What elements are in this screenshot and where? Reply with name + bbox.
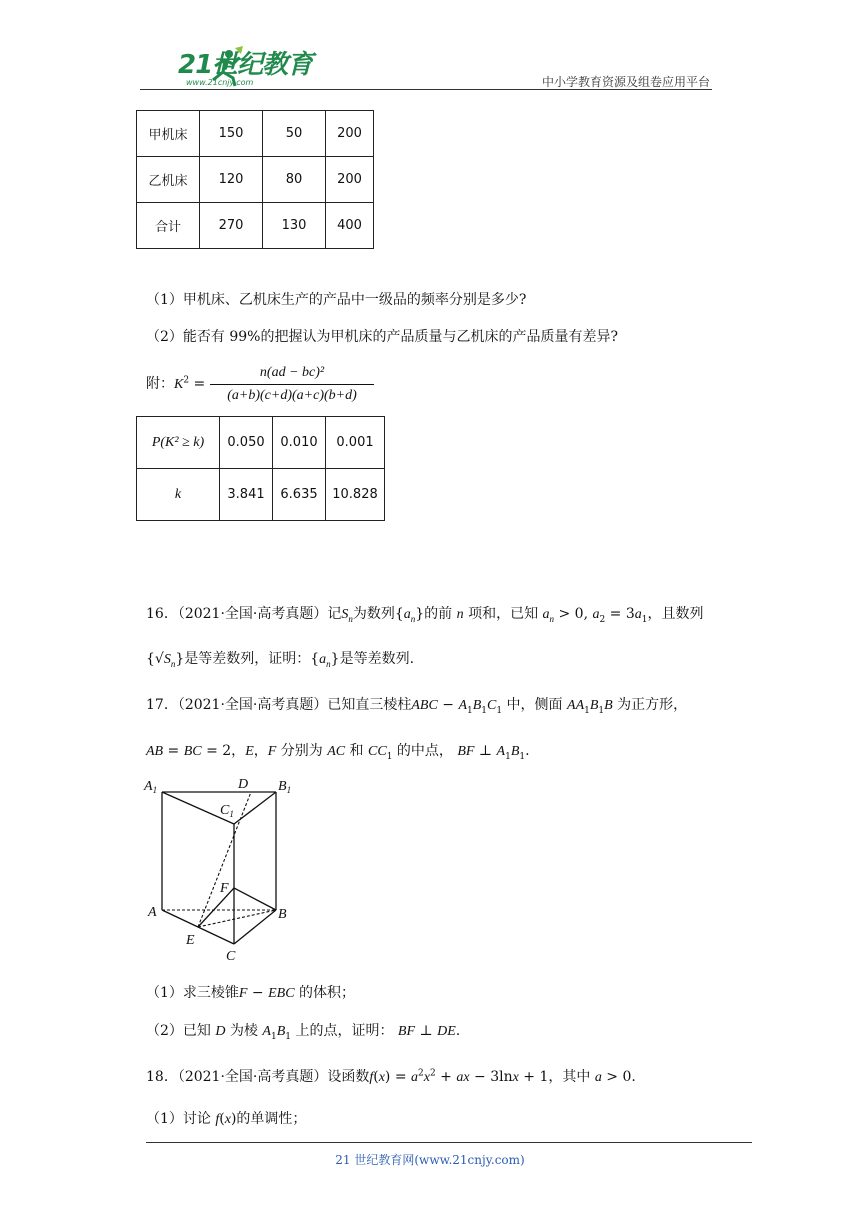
- table-cell: 10.828: [326, 469, 385, 521]
- svg-text:C1: $C_1$: [220, 803, 234, 819]
- svg-text:D: D: [238, 777, 249, 792]
- q17-part1: （1）求三棱锥F − EBC 的体积；: [146, 985, 356, 1001]
- table-row: [137, 157, 374, 203]
- header-divider: [140, 89, 712, 90]
- table-row: [137, 469, 385, 521]
- q17-line1: 17．（2021·全国·高考真题）已知直三棱柱ABC − $A_1B_1C_1$ 中，侧面 $AA_1B_1B$ 为正方形，: [146, 697, 688, 716]
- footer-divider: [146, 1142, 752, 1143]
- table-cell: P(K² ≥ k): [137, 417, 220, 469]
- q17-part2: （2）已知 D 为棱 $A_1B_1$ 上的点，证明： BF ⊥ DE.: [146, 1023, 461, 1042]
- q15-part2: （2）能否有 99%的把握认为甲机床的产品质量与乙机床的产品质量有差异?: [146, 329, 618, 345]
- platform-title: 中小学教育资源及组卷应用平台: [541, 75, 710, 89]
- table-row: [137, 111, 374, 157]
- table-cell: 3.841: [220, 469, 273, 521]
- critical-value-table: [136, 416, 385, 521]
- q16-line2-end: 是等差数列.: [339, 651, 415, 667]
- q17-p2-mid: 为棱: [229, 1023, 258, 1039]
- svg-text:B: B: [278, 907, 287, 922]
- q18-p1-end: 的单调性；: [236, 1111, 307, 1127]
- table-cell: k: [137, 469, 220, 521]
- k2-formula: [210, 365, 374, 404]
- contingency-table: [136, 110, 374, 249]
- q17-p2-end: 上的点，证明：: [295, 1023, 394, 1039]
- table-cell: 200: [326, 111, 374, 157]
- prism-figure: [140, 770, 300, 966]
- formula-denominator: (a+b)(c+d)(a+c)(b+d): [227, 388, 357, 403]
- q16-line1: 16．（2021·全国·高考真题）记$S_n$为数列$\{a_n\}$的前 n 项和，已知 $a_n > 0$, $a_2 = 3a_1$，且数列: [146, 606, 704, 625]
- table-cell: 合计: [137, 203, 200, 249]
- table-cell: 80: [263, 157, 326, 203]
- svg-text:C: C: [226, 949, 236, 964]
- table-cell: 130: [263, 203, 326, 249]
- logo-url: www.21cnjy.com: [186, 78, 254, 87]
- svg-text:A: A: [148, 905, 157, 920]
- table-cell: 6.635: [273, 469, 326, 521]
- table-cell: 0.001: [326, 417, 385, 469]
- table-cell: 50: [263, 111, 326, 157]
- appendix-label: 附：: [146, 376, 174, 392]
- q18-prefix: 18．（2021·全国·高考真题）设函数: [146, 1069, 370, 1085]
- table-cell: 270: [200, 203, 263, 249]
- table-cell: 乙机床: [137, 157, 200, 203]
- formula-numerator: n(ad − bc)²: [210, 365, 374, 385]
- q17-p1-end: 的体积；: [299, 985, 356, 1001]
- table-cell: 200: [326, 157, 374, 203]
- table-row: [137, 417, 385, 469]
- table-cell: 甲机床: [137, 111, 200, 157]
- svg-text:A1: $A_1$: [144, 779, 158, 795]
- q18-p1-prefix: （1）讨论: [146, 1111, 211, 1127]
- table-cell: 0.010: [273, 417, 326, 469]
- svg-text:F: F: [220, 881, 229, 896]
- q18-part1: （1）讨论 f(x)的单调性；: [146, 1111, 307, 1127]
- q17-p1-prefix: （1）求三棱锥: [146, 985, 239, 1001]
- footer-text: 21 世纪教育网(www.21cnjy.com): [335, 1153, 525, 1167]
- table-cell: 400: [326, 203, 374, 249]
- q17-p2-prefix: （2）已知: [146, 1023, 211, 1039]
- q16-line2: $\{√S_n\}$是等差数列，证明：$\{a_n\}$是等差数列.: [146, 651, 415, 669]
- table-cell: 120: [200, 157, 263, 203]
- q16-prefix: 16．（2021·全国·高考真题）记: [146, 606, 342, 622]
- q18-line1: 18．（2021·全国·高考真题）设函数$f(x) = a^2x^2$ + ax − 3lnx + 1，其中 a > 0.: [146, 1068, 636, 1085]
- table-cell: 150: [200, 111, 263, 157]
- table-row: [137, 203, 374, 249]
- q15-part1: （1）甲机床、乙机床生产的产品中一级品的频率分别是多少?: [146, 292, 527, 308]
- svg-text:B1: $B_1$: [278, 779, 292, 795]
- q17-line2: AB = BC = 2，E，F 分别为 AC 和 $CC_1$ 的中点， BF ⊥ $A_1B_1$.: [146, 743, 530, 762]
- formula-label: 附：$K^2$ =: [146, 375, 206, 392]
- svg-text:E: E: [186, 933, 195, 948]
- q17-prefix: 17．（2021·全国·高考真题）已知直三棱柱: [146, 697, 412, 713]
- logo-text: 21世纪教育: [178, 50, 313, 80]
- table-cell: 0.050: [220, 417, 273, 469]
